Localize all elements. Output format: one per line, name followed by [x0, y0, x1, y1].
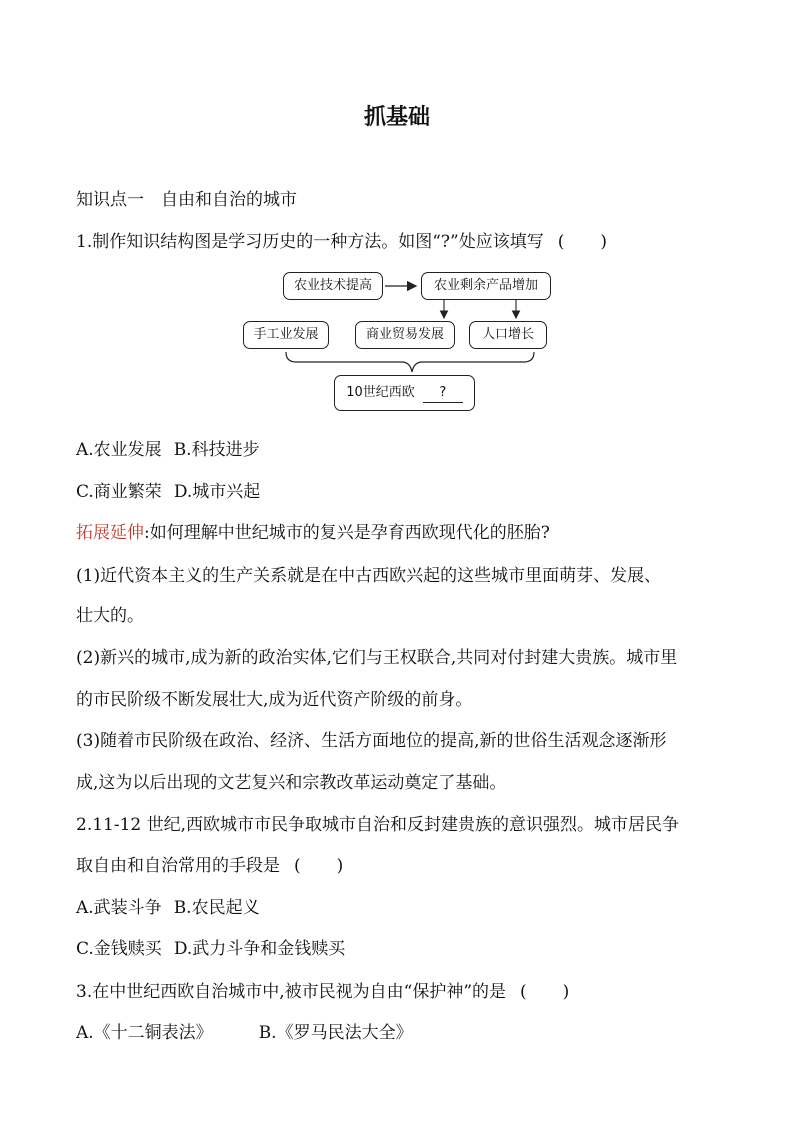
- question-2-options-row2: [76, 937, 345, 961]
- question-1-options-row2: [76, 480, 260, 504]
- box-result: [334, 375, 475, 411]
- option-d[interactable]: D.武力斗争和金钱赎买: [173, 939, 346, 959]
- box-agri-tech: 农业技术提高: [283, 272, 383, 300]
- option-a[interactable]: A.《十二铜表法》: [76, 1023, 213, 1043]
- box-result-blank: ?: [423, 384, 463, 403]
- box-handicraft: 手工业发展: [243, 321, 329, 349]
- question-1-text: 1.制作知识结构图是学习历史的一种方法。如图“?”处应该填写: [76, 232, 544, 252]
- box-population: 人口增长: [469, 321, 547, 349]
- answer-paren-open: (: [294, 856, 301, 876]
- question-2-options-row1: [76, 896, 260, 920]
- answer-paren-close: ): [600, 232, 607, 252]
- question-3-options-row1: [76, 1021, 413, 1045]
- box-surplus: 农业剩余产品增加: [421, 272, 551, 300]
- extension-p1-line2: 壮大的。: [76, 606, 144, 626]
- question-2-text: 取自由和自治常用的手段是: [76, 856, 280, 876]
- extension-question-text: :如何理解中世纪城市的复兴是孕育西欧现代化的胚胎?: [144, 523, 550, 543]
- extension-label: 拓展延伸: [76, 523, 144, 543]
- extension-p2-line1: (2)新兴的城市,成为新的政治实体,它们与王权联合,共同对付封建大贵族。城市里: [76, 648, 678, 668]
- box-trade: 商业贸易发展: [355, 321, 455, 349]
- question-1-options-row1: [76, 438, 260, 462]
- section-heading: 知识点一 自由和自治的城市: [76, 190, 297, 210]
- question-2-stem-line2: [76, 854, 343, 878]
- extension-p1-line1: (1)近代资本主义的生产关系就是在中古西欧兴起的这些城市里面萌芽、发展、: [76, 566, 662, 586]
- option-a[interactable]: A.武装斗争: [76, 898, 162, 918]
- question-2-stem-line1: 2.11-12 世纪,西欧城市市民争取城市自治和反封建贵族的意识强烈。城市居民争: [76, 815, 680, 835]
- option-c[interactable]: C.商业繁荣: [76, 482, 162, 502]
- option-c[interactable]: C.金钱赎买: [76, 939, 162, 959]
- extension-p3-line2: 成,这为以后出现的文艺复兴和宗教改革运动奠定了基础。: [76, 773, 507, 793]
- question-1-stem: [76, 230, 607, 254]
- answer-paren-open: (: [557, 232, 565, 252]
- option-d[interactable]: D.城市兴起: [173, 482, 261, 502]
- option-b[interactable]: B.农民起义: [173, 898, 260, 918]
- box-result-prefix: 10世纪西欧: [346, 385, 415, 400]
- answer-paren-close: ): [562, 982, 570, 1002]
- option-a[interactable]: A.农业发展: [76, 440, 162, 460]
- question-3-text: 3.在中世纪西欧自治城市中,被市民视为自由“保护神”的是: [76, 982, 507, 1002]
- answer-paren-open: (: [520, 982, 527, 1002]
- extension-question: [76, 521, 550, 545]
- option-b[interactable]: B.科技进步: [173, 440, 260, 460]
- page-title: 抓基础: [363, 105, 430, 130]
- option-b[interactable]: B.《罗马民法大全》: [258, 1023, 413, 1043]
- grouping-brace: [286, 352, 534, 372]
- question-3-stem: [76, 980, 569, 1004]
- extension-p2-line2: 的市民阶级不断发展壮大,成为近代资产阶级的前身。: [76, 690, 473, 710]
- answer-paren-close: ): [336, 856, 344, 876]
- extension-p3-line1: (3)随着市民阶级在政治、经济、生活方面地位的提高,新的世俗生活观念逐渐形: [76, 731, 667, 751]
